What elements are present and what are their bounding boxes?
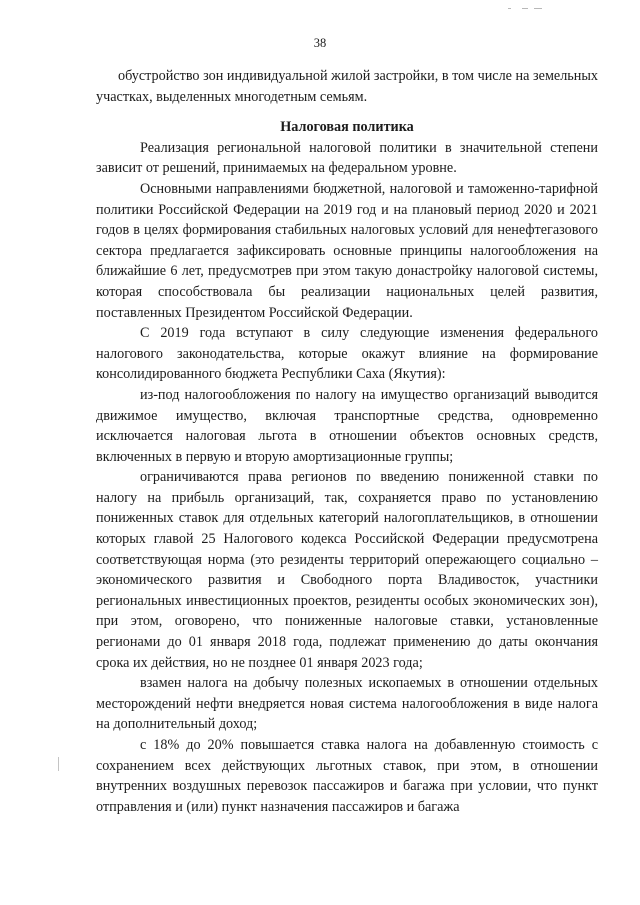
paragraph: с 18% до 20% повышается ставка налога на добавленную стоимость с сохранением всех действующих льготных ставок, при этом, в отношении внутренних воздушных перевозок пассажиров и багажа при условии, что пункт отправления и (или) пункт назначения пассажиров и багажа: [96, 737, 598, 815]
page-number: 38: [313, 36, 327, 50]
paragraph: из-под налогообложения по налогу на имущество организаций выводится движимое имущество, включая транспортные средства, одновременно исключается налоговая льгота в отношении объектов основных средств, включенных в первую и вторую амортизационные группы;: [96, 386, 598, 465]
document-body: [96, 66, 598, 817]
paragraph: ограничиваются права регионов по введению пониженной ставки по налогу на прибыль организаций, так, сохраняется право по установлению пониженных ставок для отдельных категорий налогоплательщиков, в отношении которых главой 25 Налогового кодекса Российской Федерации предусмотрена соответствующая норма (это резиденты территорий опережающего социально – экономического развития и Свободного порта Владивосток, участники региональных инвестиционных проектов, резиденты особых экономических зон), при этом, оговорено, что пониженные налоговые ставки, установленные регионами до 01 января 2018 года, подлежат применению до даты окончания срока их действия, но не позднее 01 января 2023 года;: [96, 469, 598, 671]
paragraph: взамен налога на добычу полезных ископаемых в отношении отдельных месторождений нефти внедряется новая система налогообложения в виде налога на дополнительный доход;: [96, 675, 598, 733]
paragraph-continuation: обустройство зон индивидуальной жилой застройки, в том числе на земельных участках, выделенных многодетным семьям.: [96, 68, 598, 105]
margin-mark: [58, 757, 59, 771]
section-heading: Налоговая политика: [280, 119, 414, 136]
paragraph: С 2019 года вступают в силу следующие изменения федерального налогового законодательства, которые окажут влияние на формирование консолидированного бюджета Республики Саха (Якутия):: [96, 325, 598, 383]
paragraph: Основными направлениями бюджетной, налоговой и таможенно-тарифной политики Российской Федерации на 2019 год и на плановый период 2020 и 2021 годов в целях формирования стабильных налоговых условий для ненефтегазового сектора предлагается зафиксировать основные принципы налогообложения на ближайшие 6 лет, предусмотрев при этом такую донастройку налоговой системы, которая способствовала бы реализации национальных целей развития, поставленных Президентом Российской Федерации.: [96, 180, 598, 321]
paragraph: Реализация региональной налоговой политики в значительной степени зависит от решений, принимаемых на федеральном уровне.: [96, 139, 598, 177]
scan-marks: [508, 8, 548, 12]
